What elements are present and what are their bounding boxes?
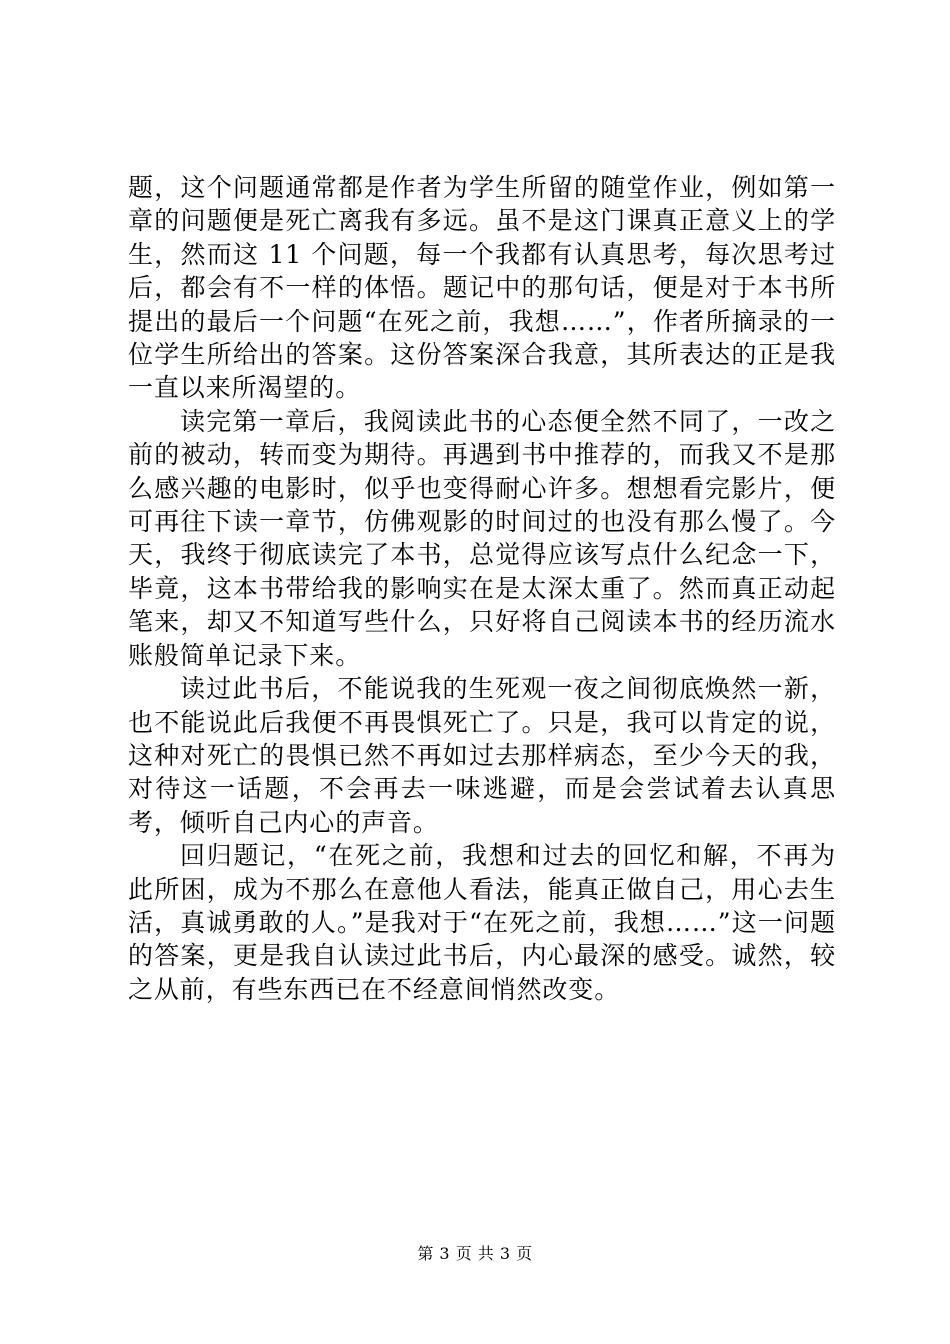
paragraph-4: 回归题记，“在死之前，我想和过去的回忆和解，不再为此所困，成为不那么在意他人看法，能真正做自己，用心去生活，真诚勇敢的人。”是我对于“在死之前，我想……”这一问题的答案，更是我自认读过此书后，内心最深的感受。诚然，较之从前，有些东西已在不经意间悄然改变。 bbox=[128, 841, 836, 1004]
page-footer: 第 3 页 共 3 页 bbox=[417, 1244, 533, 1263]
paragraph-2: 读完第一章后，我阅读此书的心态便全然不同了，一改之前的被动，转而变为期待。再遇到书中推荐的，而我又不是那么感兴趣的电影时，似乎也变得耐心许多。想想看完影片，便可再往下读一章节，仿佛观影的时间过的也没有那么慢了。今天，我终于彻底读完了本书，总觉得应该写点什么纪念一下，毕竟，这本书带给我的影响实在是太深太重了。然而真正动起笔来，却又不知道写些什么，只好将自己阅读本书的经历流水账般简单记录下来。 bbox=[128, 406, 836, 670]
paragraph-1: 题，这个问题通常都是作者为学生所留的随堂作业，例如第一章的问题便是死亡离我有多远。虽不是这门课真正意义上的学生，然而这 11 个问题，每一个我都有认真思考，每次思考过后，都会有不一样的体悟。题记中的那句话，便是对于本书所提出的最后一个问题“在死之前，我想……”，作者所摘录的一位学生所给出的答案。这份答案深合我意，其所表达的正是我一直以来所渴望的。 bbox=[128, 173, 836, 403]
paragraph-3: 读过此书后，不能说我的生死观一夜之间彻底焕然一新，也不能说此后我便不再畏惧死亡了。只是，我可以肯定的说，这种对死亡的畏惧已然不再如过去那样病态，至少今天的我，对待这一话题，不会再去一味逃避，而是会尝试着去认真思考，倾听自己内心的声音。 bbox=[128, 674, 836, 837]
document-body bbox=[128, 171, 836, 1006]
